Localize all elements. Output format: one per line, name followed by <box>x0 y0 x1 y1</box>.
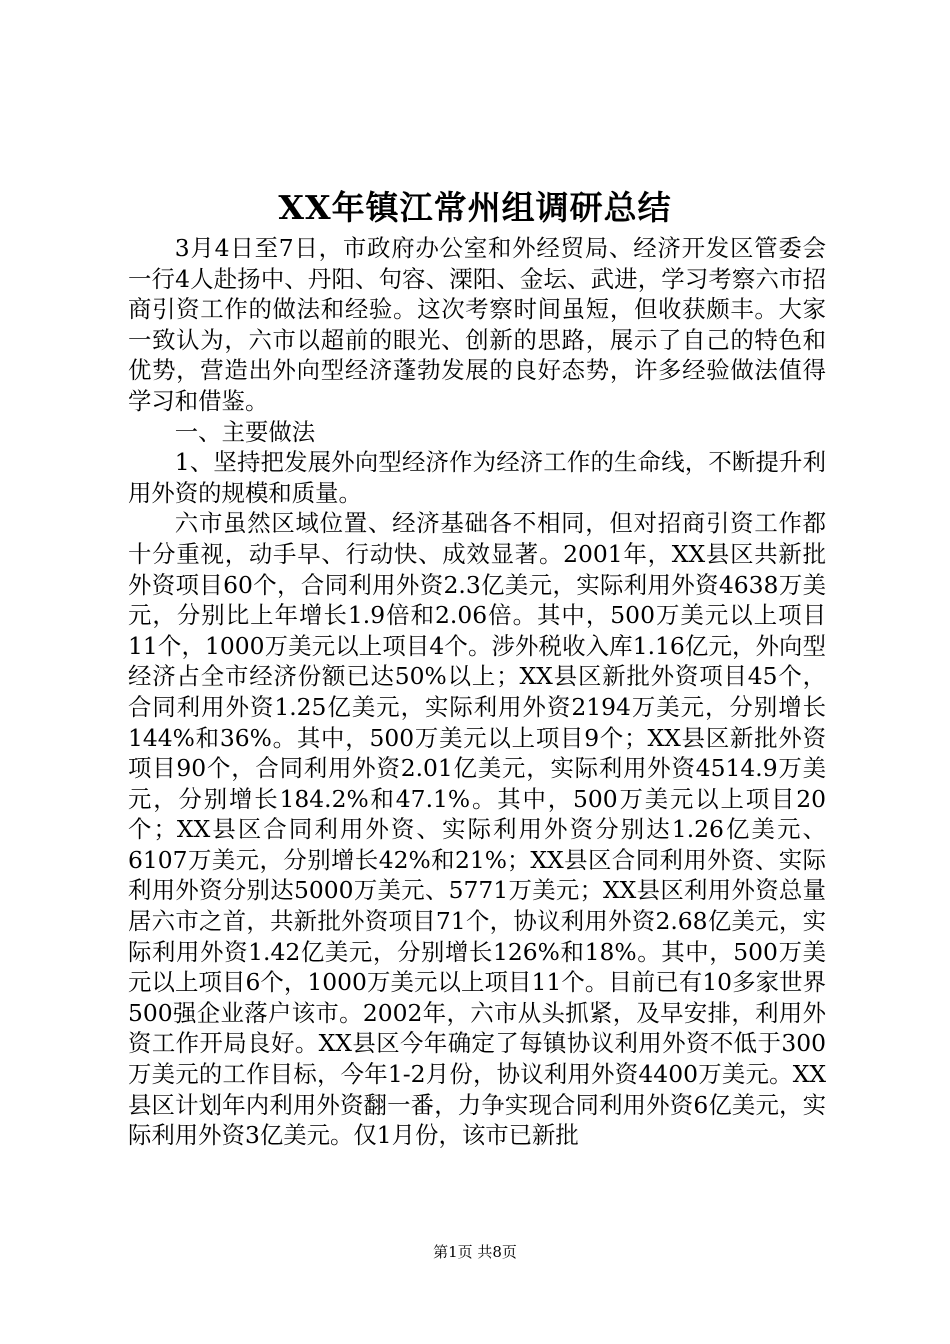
document-title: XX年镇江常州组调研总结 <box>278 188 672 227</box>
subsection-heading: 1、坚持把发展外向型经济作为经济工作的生命线，不断提升利用外资的规模和质量。 <box>128 448 826 507</box>
intro-paragraph: 3月4日至7日，市政府办公室和外经贸局、经济开发区管委会一行4人赴扬中、丹阳、句容、溧阳、金坛、武进，学习考察六市招商引资工作的做法和经验。这次考察时间虽短，但收获颇丰。大家一致认为，六市以超前的眼光、创新的思路，展示了自己的特色和优势，营造出外向型经济蓬勃发展的良好态势，许多经验做法值得学习和借鉴。 <box>128 234 826 415</box>
document-body <box>128 233 826 1151</box>
body-paragraph: 六市虽然区域位置、经济基础各不相同，但对招商引资工作都十分重视，动手早、行动快、成效显著。2001年，XX县区共新批外资项目60个，合同利用外资2.3亿美元，实际利用外资4638万美元，分别比上年增长1.9倍和2.06倍。其中，500万美元以上项目11个，1000万美元以上项目4个。涉外税收入库1.16亿元，外向型经济占全市经济份额已达50%以上；XX县区新批外资项目45个，合同利用外资1.25亿美元，实际利用外资2194万美元，分别增长144%和36%。其中，500万美元以上项目9个；XX县区新批外资项目90个，合同利用外资2.01亿美元，实际利用外资4514.9万美元，分别增长184.2%和47.1%。其中，500万美元以上项目20个；XX县区合同利用外资、实际利用外资分别达1.26亿美元、6107万美元，分别增长42%和21%；XX县区合同利用外资、实际利用外资分别达5000万美元、5771万美元；XX县区利用外资总量居六市之首，共新批外资项目71个，协议利用外资2.68亿美元，实际利用外资1.42亿美元，分别增长126%和18%。其中，500万美元以上项目6个，1000万美元以上项目11个。目前已有10多家世界500强企业落户该市。2002年，六市从头抓紧，及早安排，利用外资工作开局良好。XX县区今年确定了每镇协议利用外资不低于300万美元的工作目标，今年1-2月份，协议利用外资4400万美元。XX县区计划年内利用外资翻一番，力争实现合同利用外资6亿美元，实际利用外资3亿美元。仅1月份，该市已新批 <box>128 509 826 1150</box>
page-footer: 第1页 共8页 <box>433 1243 517 1261</box>
section-heading: 一、主要做法 <box>174 417 316 446</box>
